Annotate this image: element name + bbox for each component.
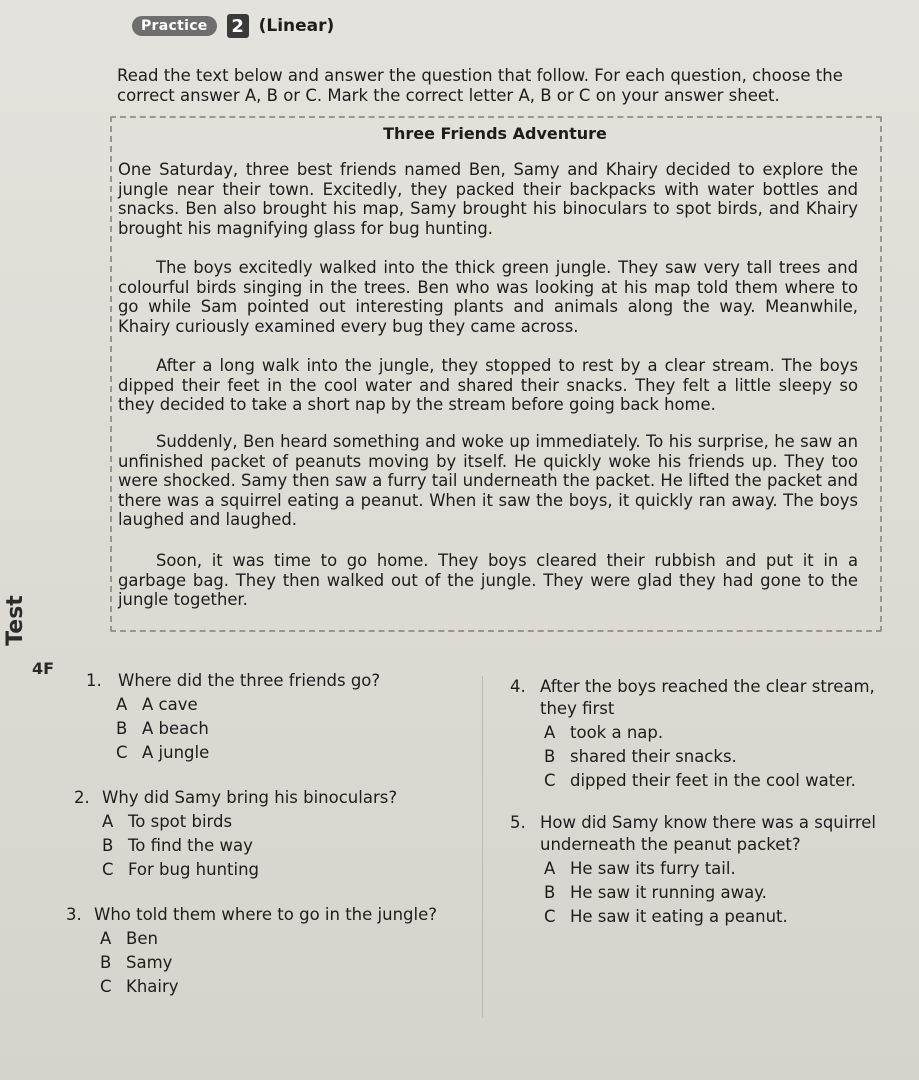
- question-stem: Where did the three friends go?: [118, 671, 381, 690]
- question-4: 4. After the boys reached the clear stream, they first A took a nap. B shared their snacks. C dipped their feet in the cool water.: [510, 676, 890, 792]
- option-c[interactable]: C dipped their feet in the cool water.: [544, 771, 856, 790]
- question-2: 2. Why did Samy bring his binoculars? A To spot birds B To find the way C For bug hunting: [74, 787, 474, 881]
- option-b[interactable]: B He saw it running away.: [544, 883, 767, 902]
- option-b[interactable]: B To find the way: [102, 836, 253, 855]
- option-b[interactable]: B shared their snacks.: [544, 747, 737, 766]
- option-a[interactable]: A Ben: [100, 929, 158, 948]
- question-1: 1. Where did the three friends go? A A cave B A beach C A jungle: [86, 670, 466, 764]
- question-stem: How did Samy know there was a squirrel underneath the peanut packet?: [540, 813, 876, 854]
- question-stem: Why did Samy bring his binoculars?: [102, 788, 398, 807]
- option-a[interactable]: A A cave: [116, 695, 198, 714]
- option-c[interactable]: C Khairy: [100, 977, 179, 996]
- story-paragraph: The boys excitedly walked into the thick green jungle. They saw very tall trees and colourful birds singing in the trees. Ben who was looking at his map told them where to go while Sam pointed out interesting plants and animals along the way. Meanwhile, Khairy curiously examined every bug they came across.: [118, 258, 858, 336]
- practice-type: (Linear): [258, 16, 335, 36]
- story-paragraph: Soon, it was time to go home. They boys cleared their rubbish and put it in a garbage bag. They then walked out of the jungle. They were glad they had gone to the jungle together.: [118, 551, 858, 609]
- story-title: Three Friends Adventure: [383, 124, 607, 143]
- option-a[interactable]: A took a nap.: [544, 723, 664, 742]
- story-paragraph: One Saturday, three best friends named Ben, Samy and Khairy decided to explore the jungle near their town. Excitedly, they packed their backpacks with water bottles and snacks. Ben also brought his map, Samy brought his binoculars to spot birds, and Khairy brought his magnifying glass for bug hunting.: [118, 160, 858, 238]
- practice-number: 2: [227, 14, 249, 38]
- practice-label: Practice: [132, 16, 217, 36]
- story-paragraph: Suddenly, Ben heard something and woke up immediately. To his surprise, he saw an unfinished packet of peanuts moving by itself. He quickly woke his friends up. They too were shocked. Samy then saw a furry tail underneath the packet. He lifted the packet and there was a squirrel eating a peanut. When it saw the boys, it quickly ran away. The boys laughed and laughed.: [118, 432, 858, 529]
- side-tab: [0, 576, 70, 676]
- option-c[interactable]: C A jungle: [116, 743, 210, 762]
- option-b[interactable]: B A beach: [116, 719, 209, 738]
- question-3: 3. Who told them where to go in the jungle? A Ben B Samy C Khairy: [66, 904, 486, 998]
- question-stem: After the boys reached the clear stream, they first: [540, 677, 875, 718]
- option-a[interactable]: A He saw its furry tail.: [544, 859, 736, 878]
- question-5: 5. How did Samy know there was a squirrel underneath the peanut packet? A He saw its furry tail. B He saw it running away. C He saw it eating a peanut.: [510, 812, 905, 928]
- test-label: Test: [2, 595, 28, 646]
- option-b[interactable]: B Samy: [100, 953, 173, 972]
- option-a[interactable]: A To spot birds: [102, 812, 233, 831]
- story-paragraph: After a long walk into the jungle, they stopped to rest by a clear stream. The boys dipped their feet in the cool water and shared their snacks. They felt a little sleepy so they decided to take a short nap by the stream before going back home.: [118, 356, 858, 414]
- option-c[interactable]: C He saw it eating a peanut.: [544, 907, 788, 926]
- practice-header: [132, 14, 334, 38]
- question-stem: Who told them where to go in the jungle?: [94, 905, 437, 924]
- instructions: Read the text below and answer the question that follow. For each question, choose the correct answer A, B or C. Mark the correct letter A, B or C on your answer sheet.: [117, 66, 843, 105]
- option-c[interactable]: C For bug hunting: [102, 860, 260, 879]
- level-mark: 4F: [32, 659, 55, 678]
